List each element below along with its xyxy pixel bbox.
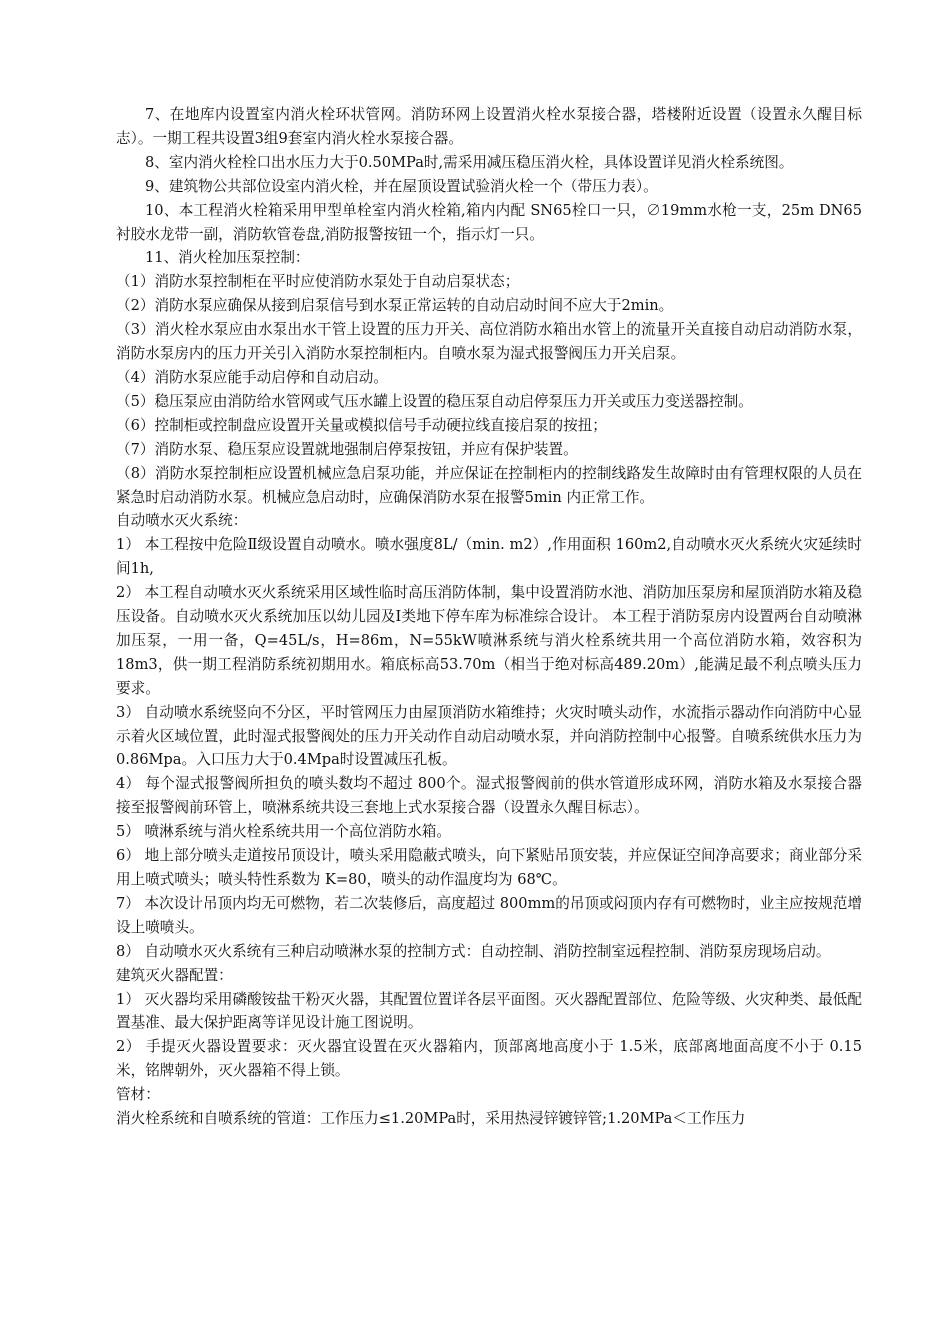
paragraph-pump-control-2: （2）消防水泵应确保从接到启泵信号到水泵正常运转的自动启动时间不应大于2min。 <box>116 297 674 315</box>
paragraph-sprinkler-5: 5） 喷淋系统与消火栓系统共用一个高位消防水箱。 <box>116 823 451 841</box>
paragraph-pipe-material: 消火栓系统和自喷系统的管道：工作压力≤1.20MPa时，采用热浸锌镀锌管;1.20MPa＜工作压力 <box>116 1110 746 1128</box>
paragraph-pump-control-heading: 11、消火栓加压泵控制： <box>145 249 310 267</box>
paragraph-sprinkler-2: 2） 本工程自动喷水灭火系统采用区域性临时高压消防体制，集中设置消防水池、消防加压泵房和屋顶消防水箱及稳压设备。自动喷水灭火系统加压以幼儿园及Ⅰ类地下停车库为标准综合设计。 本工程于消防泵房内设置两台自动喷淋加压泵，一用一备，Q=45L/s，H=86m，N=55kW喷淋系统与消火栓系统共用一个高位消防水箱，效容积为 18m3，供一期工程消防系统初期用水。箱底标高53.70m（相当于绝对标高489.20m）,能满足最不利点喷头压力要求。 <box>116 584 862 697</box>
paragraph-pressure-reducing-hydrant: 8、室内消火栓栓口出水压力大于0.50MPa时,需采用减压稳压消火栓，具体设置详见消火栓系统图。 <box>145 153 794 171</box>
paragraph-pump-control-1: （1）消防水泵控制柜在平时应使消防水泵处于自动启泵状态； <box>116 273 520 291</box>
paragraph-test-hydrant: 9、建筑物公共部位设室内消火栓，并在屋顶设置试验消火栓一个（带压力表）。 <box>145 177 658 195</box>
paragraph-pump-control-3: （3）消火栓水泵应由水泵出水干管上设置的压力开关、高位消防水箱出水管上的流量开关直接自动启动消防水泵，消防水泵房内的压力开关引入消防水泵控制柜内。自喷水泵为湿式报警阀压力开关启泵。 <box>116 321 862 363</box>
document-body <box>116 103 862 1131</box>
section-heading-extinguisher: 建筑灭火器配置： <box>116 966 233 984</box>
paragraph-sprinkler-8: 8） 自动喷水灭火系统有三种启动喷淋水泵的控制方式：自动控制、消防控制室远程控制、消防泵房现场启动。 <box>116 942 831 960</box>
paragraph-pump-control-5: （5）稳压泵应由消防给水管网或气压水罐上设置的稳压泵自动启停泵压力开关或压力变送器控制。 <box>116 392 753 410</box>
paragraph-extinguisher-1: 1） 灭火器均采用磷酸铵盐干粉灭火器，其配置位置详各层平面图。灭火器配置部位、危险等级、火灾种类、最低配置基准、最大保护距离等详见设计施工图说明。 <box>116 990 862 1032</box>
paragraph-sprinkler-4: 4） 每个湿式报警阀所担负的喷头数均不超过 800个。湿式报警阀前的供水管道形成环网，消防水箱及水泵接合器接至报警阀前环管上，喷淋系统共设三套地上式水泵接合器（设置永久醒目标志）。 <box>116 775 862 817</box>
paragraph-extinguisher-2: 2） 手提灭火器设置要求：灭火器宜设置在灭火器箱内，顶部离地高度小于 1.5米，底部离地面高度不小于 0.15米，铭牌朝外，灭火器箱不得上锁。 <box>116 1038 862 1080</box>
paragraph-pump-control-8: （8）消防水泵控制柜应设置机械应急启泵功能，并应保证在控制柜内的控制线路发生故障时由有管理权限的人员在紧急时启动消防水泵。机械应急启动时，应确保消防水泵在报警5min 内正常工作。 <box>116 464 862 506</box>
section-heading-pipe-material: 管材： <box>116 1086 160 1104</box>
paragraph-sprinkler-3: 3） 自动喷水系统竖向不分区，平时管网压力由屋顶消防水箱维持；火灾时喷头动作，水流指示器动作向消防中心显示着火区域位置，此时湿式报警阀处的压力开关动作自动启动喷水泵，并向消防控制中心报警。自喷系统供水压力为0.86Mpa。入口压力大于0.4Mpa时设置减压孔板。 <box>116 703 862 769</box>
paragraph-sprinkler-6: 6） 地上部分喷头走道按吊顶设计，喷头采用隐蔽式喷头，向下紧贴吊顶安装，并应保证空间净高要求；商业部分采用上喷式喷头；喷头特性系数为 K=80，喷头的动作温度均为 68℃。 <box>116 847 862 888</box>
paragraph-hydrant-ring-main: 7、在地库内设置室内消火栓环状管网。消防环网上设置消火栓水泵接合器，塔楼附近设置（设置永久醒目标志）。一期工程共设置3组9套室内消火栓水泵接合器。 <box>116 106 862 147</box>
paragraph-hydrant-cabinet: 10、本工程消火栓箱采用甲型单栓室内消火栓箱,箱内内配 SN65栓口一只，∅19mm水枪一支，25m DN65衬胶水龙带一副，消防软管卷盘,消防报警按钮一个，指示灯一只。 <box>116 201 862 243</box>
paragraph-pump-control-6: （6）控制柜或控制盘应设置开关量或模拟信号手动硬拉线直接启泵的按扭； <box>116 416 607 434</box>
paragraph-pump-control-4: （4）消防水泵应能手动启停和自动启动。 <box>116 368 388 386</box>
paragraph-sprinkler-7: 7） 本次设计吊顶内均无可燃物，若二次装修后，高度超过 800mm的吊顶或闷顶内存有可燃物时，业主应按规范增设上喷喷头。 <box>116 894 862 936</box>
paragraph-pump-control-7: （7）消防水泵、稳压泵应设置就地强制启停泵按钮，并应有保护装置。 <box>116 440 578 458</box>
paragraph-sprinkler-1: 1） 本工程按中危险Ⅱ级设置自动喷水。喷水强度8L/（min. m2）,作用面积 160m2,自动喷水灭火系统火灾延续时间1h, <box>116 536 862 578</box>
section-heading-sprinkler: 自动喷水灭火系统： <box>116 512 248 530</box>
